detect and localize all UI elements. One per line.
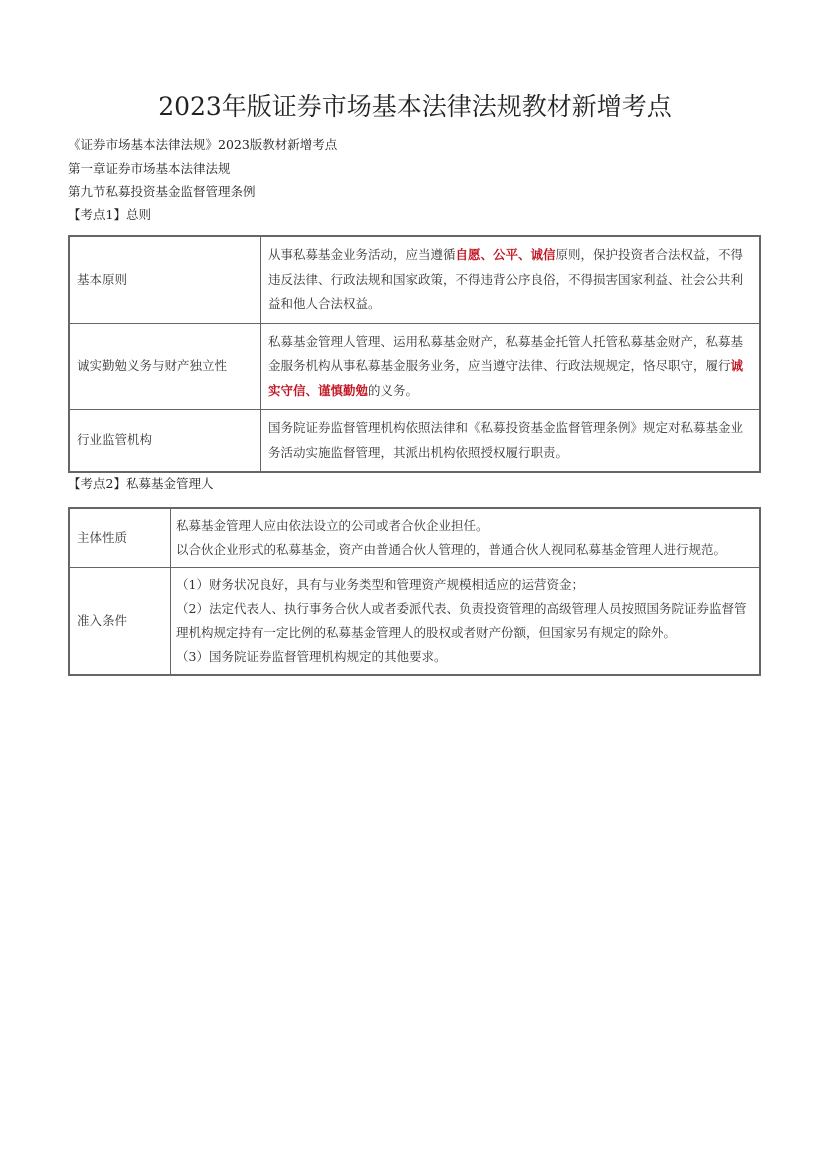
row-key: 诚实勤勉义务与财产独立性 [69,323,261,410]
chapter-heading: 第一章证券市场基本法律法规 [68,161,231,176]
value-line: （1）财务状况良好，具有与业务类型和管理资产规模相适应的运营资金； [176,577,584,592]
row-value [171,568,761,676]
document-title: 2023年版证券市场基本法律法规教材新增考点 [158,92,672,121]
row-key: 准入条件 [69,568,171,676]
table-row [69,568,760,676]
row-value [171,508,761,568]
table-row [69,410,760,473]
point2-table [68,507,761,676]
row-key: 基本原则 [69,236,261,323]
highlight-text: 诚实守信、谨慎勤勉 [268,358,744,398]
row-key: 行业监管机构 [69,410,261,473]
value-line: （3）国务院证券监督管理机构规定的其他要求。 [176,649,447,664]
point1-heading: 【考点1】总则 [68,207,151,222]
highlight-text: 自愿、公平、诚信 [455,247,556,262]
section-heading: 第九节私募投资基金监督管理条例 [68,184,256,199]
value-line: 以合伙企业形式的私募基金，资产由普通合伙人管理的，普通合伙人视同私募基金管理人进行规范。 [176,542,727,557]
table-row [69,323,760,410]
document-subtitle: 《证券市场基本法律法规》2023版教材新增考点 [68,137,338,152]
value-line: 私募基金管理人应由依法设立的公司或者合伙企业担任。 [176,518,489,533]
text: 私募基金管理人管理、运用私募基金财产，私募基金托管人托管私募基金财产，私募基金服务机构从事私募基金服务业务，应当遵守法律、行政法规规定，恪尽职守，履行 [268,333,744,373]
text: 原则，保护投资者合法权益，不得违反法律、行政法规和国家政策，不得违背公序良俗，不得损害国家利益、社会公共利益和他人合法权益。 [268,247,744,311]
text: 国务院证券监督管理机构依照法律和《私募投资基金监督管理条例》规定对私募基金业务活动实施监督管理，其派出机构依照授权履行职责。 [268,420,744,460]
table-row [69,508,760,568]
table-row [69,236,760,323]
point2-heading: 【考点2】私募基金管理人 [68,476,214,491]
row-value [261,323,761,410]
row-value [261,236,761,323]
value-line: （2）法定代表人、执行事务合伙人或者委派代表、负责投资管理的高级管理人员按照国务院证券监督管理机构规定持有一定比例的私募基金管理人的股权或者财产份额，但国家另有规定的除外。 [176,601,747,640]
point1-table [68,235,761,473]
row-key: 主体性质 [69,508,171,568]
text: 的义务。 [368,382,419,398]
text: 从事私募基金业务活动，应当遵循 [268,247,456,262]
row-value [261,410,761,473]
